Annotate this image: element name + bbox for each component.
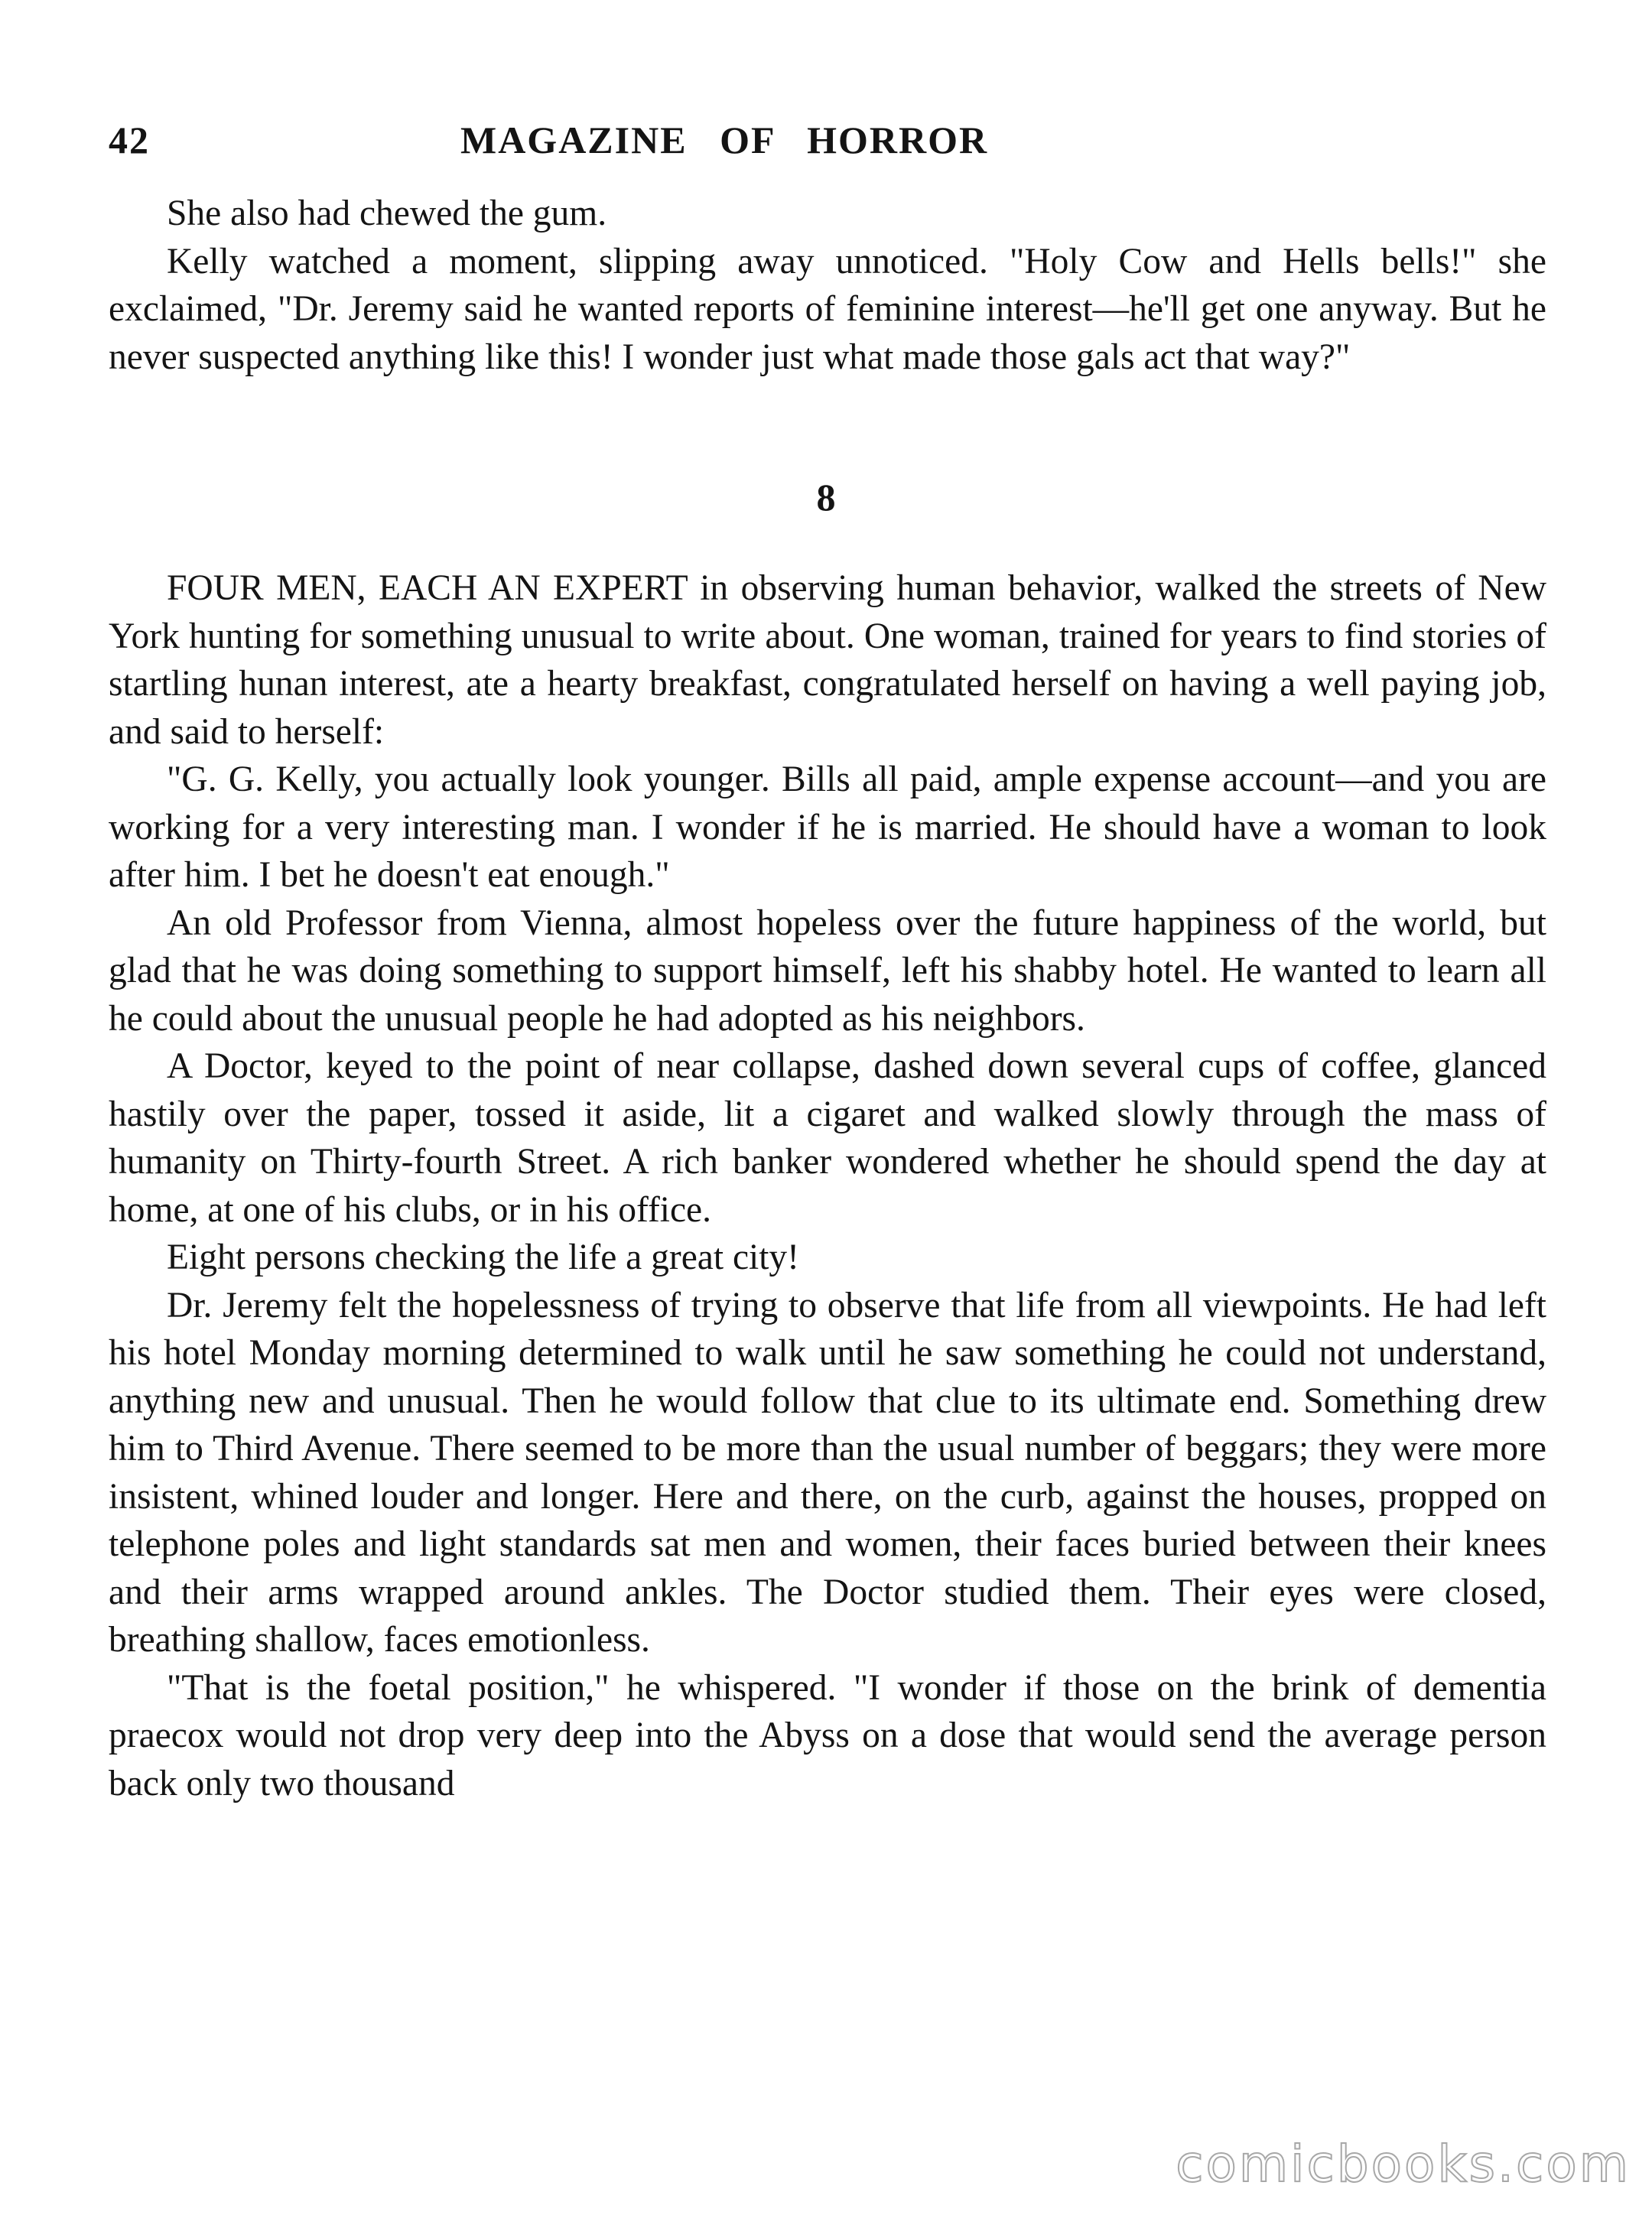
magazine-title: MAGAZINE OF HORROR [460, 119, 989, 161]
paragraph: She also had chewed the gum. [167, 194, 607, 233]
paragraph: "That is the foetal position," he whispered. "I wonder if those on the brink of dementia praecox would not drop very deep into the Abyss on a dose that would send the average person back only two thousand [109, 1667, 1546, 1803]
section-7-ending [109, 190, 1546, 381]
paragraph: Dr. Jeremy felt the hopelessness of trying to observe that life from all viewpoints. He had left his hotel Monday morning determined to walk until he saw something he could not understand, anything new and unusual. Then he would follow that clue to its ultimate end. Something drew him to Third Avenue. There seemed to be more than the usual number of beggars; they were more insistent, whined louder and longer. Here and there, on the curb, against the houses, propped on telephone poles and light standards sat men and women, their faces buried between their knees and their arms wrapped around ankles. The Doctor studied them. Their eyes were closed, breathing shallow, faces emotionless. [109, 1285, 1546, 1660]
watermark: comicbooks.com [1176, 2135, 1631, 2194]
paragraph: "G. G. Kelly, you actually look younger. Bills all paid, ample expense account—and you are working for a very interesting man. I wonder if he is married. He should have a woman to look after him. I bet he doesn't eat enough." [109, 759, 1546, 895]
section-number: 8 [816, 476, 836, 519]
running-head [109, 113, 1546, 167]
paragraph: An old Professor from Vienna, almost hopeless over the future happiness of the world, but glad that he was doing something to support himself, left his shabby hotel. He wanted to learn all he could about the unusual people he had adopted as his neighbors. [109, 902, 1546, 1039]
paragraph: Kelly watched a moment, slipping away unnoticed. "Holy Cow and Hells bells!" she exclaimed, "Dr. Jeremy said he wanted reports of feminine interest—he'll get one anyway. But he never suspected anything like this! I wonder just what made those gals act that way?" [109, 241, 1546, 377]
paragraph: A Doctor, keyed to the point of near collapse, dashed down several cups of coffee, glanced hastily over the paper, tossed it aside, lit a cigaret and walked slowly through the mass of humanity on Thirty-fourth Street. A rich banker wondered whether he should spend the day at home, at one of his clubs, or in his office. [109, 1046, 1546, 1230]
paragraph: Eight persons checking the life a great city! [167, 1237, 799, 1277]
page-number: 42 [109, 119, 150, 161]
section-8-body [109, 564, 1546, 1807]
paragraph: FOUR MEN, EACH AN EXPERT in observing human behavior, walked the streets of New York hunting for something unusual to write about. One woman, trained for years to find stories of startling hunan interest, ate a hearty breakfast, congratulated herself on having a well paying job, and said to herself: [109, 568, 1546, 752]
